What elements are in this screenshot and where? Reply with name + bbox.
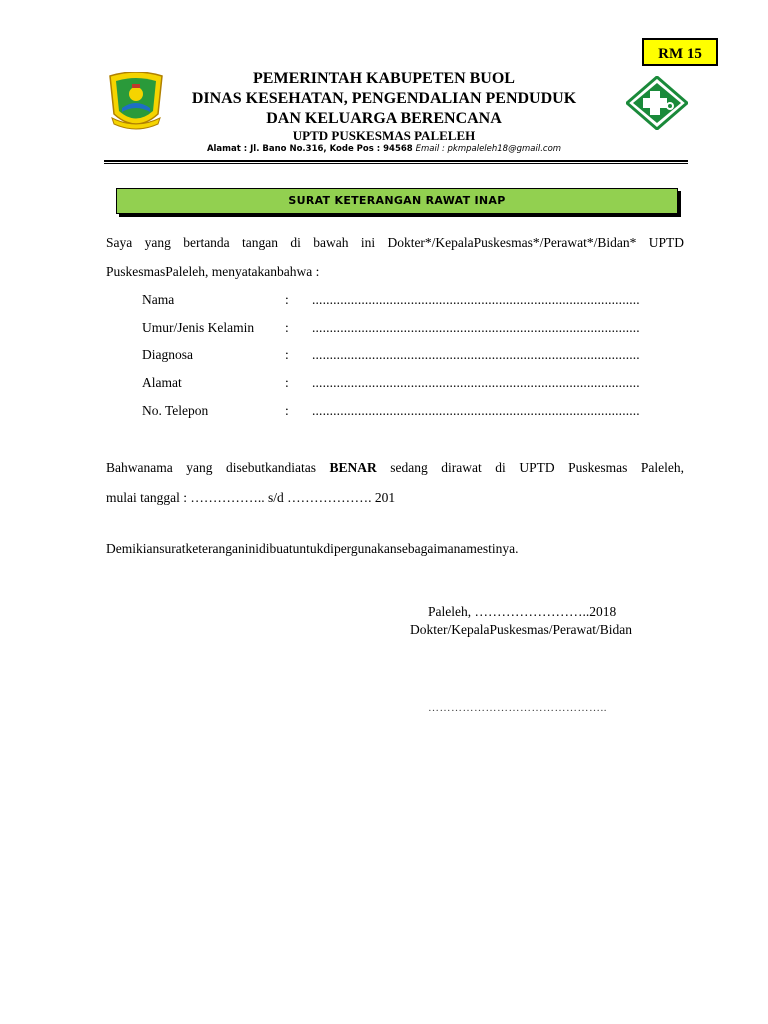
field-label-diagnosis: Diagnosa [142, 347, 193, 362]
signature-place-date: Paleleh, ……………………..2018 [428, 604, 617, 619]
intro-line-1: Saya yang bertanda tangan di bawah ini Dokter*/KepalaPuskesmas*/Perawat*/Bidan* UPTD [106, 235, 684, 250]
field-colon: : [285, 375, 289, 390]
header-department-cont: DAN KELUARGA BERENCANA [266, 110, 502, 127]
address-text: Alamat : Jl. Bano No.316, Kode Pos : 94568 [206, 144, 416, 154]
field-label-phone: No. Telepon [142, 403, 209, 418]
field-value-address: ............................................................................................. [312, 375, 640, 390]
header-address [0, 144, 768, 154]
header-unit: UPTD PUSKESMAS PALELEH [292, 128, 476, 143]
field-colon: : [285, 320, 289, 335]
field-colon: : [285, 292, 289, 307]
header-government: PEMERINTAH KABUPETEN BUOL [253, 70, 515, 87]
header-department: DINAS KESEHATAN, PENGENDALIAN PENDUDUK [191, 90, 577, 107]
field-value-name: ............................................................................................. [312, 292, 640, 307]
header-divider-thin [104, 163, 688, 164]
field-colon: : [285, 403, 289, 418]
statement-emphasis: BENAR [329, 460, 377, 475]
form-code-badge: RM 15 [642, 38, 718, 66]
intro-line-2: PuskesmasPaleleh, menyatakanbahwa : [106, 264, 320, 279]
statement-after: sedang dirawat di UPTD Puskesmas Paleleh, [376, 460, 684, 475]
signature-role: Dokter/KepalaPuskesmas/Perawat/Bidan [410, 622, 632, 637]
statement-before: Bahwanama yang disebutkandiatas [106, 460, 330, 475]
closing-statement: Demikiansuratketeranganinidibuatuntukdipergunakansebagaimanamestinya. [106, 541, 519, 556]
statement-line-1 [106, 460, 684, 476]
field-label-name: Nama [142, 292, 175, 307]
header-divider-thick [104, 160, 688, 162]
field-colon: : [285, 347, 289, 362]
statement-line-2: mulai tanggal : …………….. s/d ………………. 201 [106, 490, 396, 505]
field-value-age-gender: ............................................................................................. [312, 320, 640, 335]
signature-line: ……………………………………….. [428, 702, 607, 714]
email-text: Email : pkmpaleleh18@gmail.com [415, 144, 562, 154]
field-value-phone: ............................................................................................. [312, 403, 640, 418]
field-label-address: Alamat [142, 375, 182, 390]
field-value-diagnosis: ............................................................................................. [312, 347, 640, 362]
field-label-age-gender: Umur/Jenis Kelamin [142, 320, 255, 335]
document-title: SURAT KETERANGAN RAWAT INAP [116, 188, 678, 214]
